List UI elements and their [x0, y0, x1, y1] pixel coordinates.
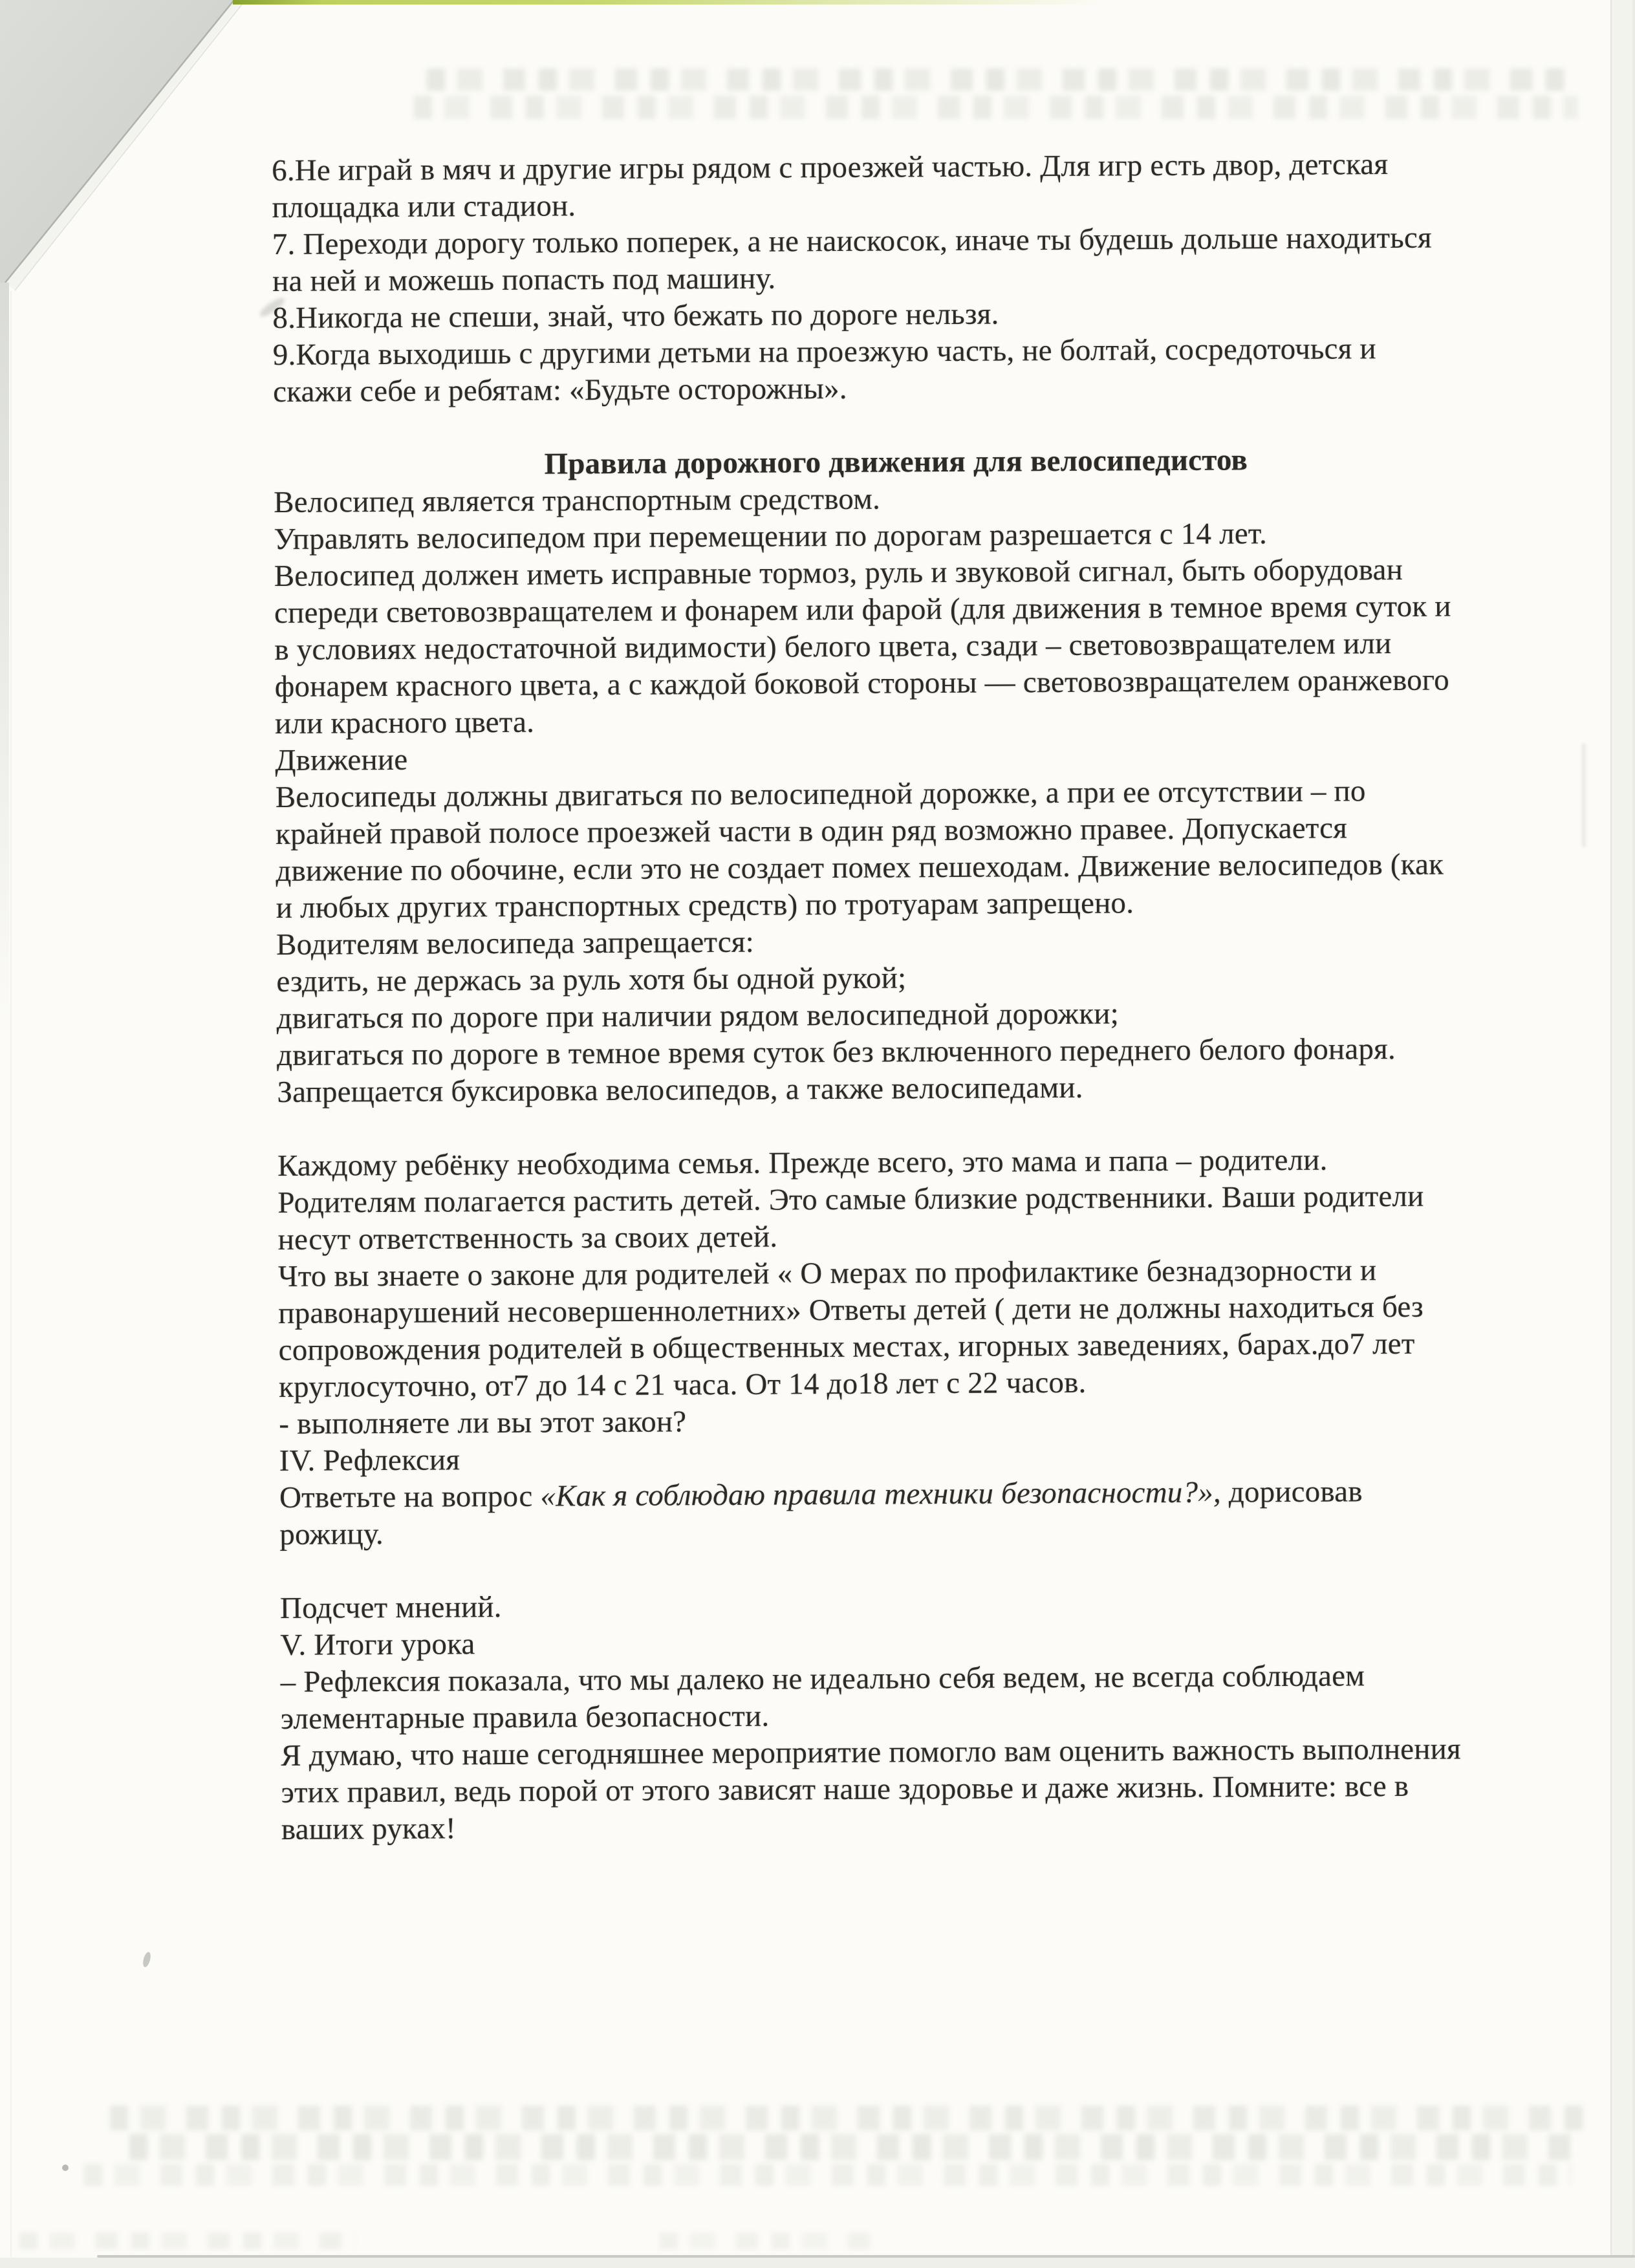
reflection-question-italic: «Как я соблюдаю правила техники безопасности?»,	[540, 1475, 1221, 1513]
text-line: рожицу.	[279, 1517, 384, 1551]
text-line: ездить, не держась за руль хотя бы одной рукой;	[276, 961, 907, 999]
text-line: – Рефлексия показала, что мы далеко не идеально себя ведем, не всегда соблюдаем	[280, 1659, 1365, 1699]
reflection-question-suffix: дорисовав	[1220, 1474, 1363, 1509]
text-line: Родителям полагается растить детей. Это самые близкие родственники. Ваши родители	[277, 1179, 1424, 1220]
text-line: - выполняете ли вы этот закон?	[279, 1405, 687, 1441]
reflection-question-line	[279, 1473, 1524, 1517]
right-page-edge-line	[1610, 0, 1612, 2268]
text-line: Я думаю, что наше сегодняшнее мероприятие помогло вам оценить важность выполнения	[281, 1732, 1461, 1773]
text-line: круглосуточно, от7 до 14 с 21 часа. От 14 до18 лет с 22 часов.	[278, 1365, 1087, 1404]
reflection-question-prefix: Ответьте на вопрос	[279, 1479, 541, 1515]
ink-speck	[142, 1951, 152, 1968]
document-text-block	[272, 146, 1526, 1848]
text-line: элементарные правила безопасности.	[280, 1699, 770, 1736]
text-line: и любых других транспортных средств) по тротуарам запрещено.	[276, 886, 1134, 925]
text-line: IV. Рефлексия	[279, 1443, 460, 1478]
bottom-scan-band	[0, 2258, 1635, 2268]
text-line: несут ответственность за своих детей.	[277, 1220, 778, 1257]
bleed-through-band	[427, 69, 1565, 91]
text-line: Велосипеды должны двигаться по велосипедной дорожке, а при ее отсутствии – по	[275, 774, 1366, 814]
bleed-through-band	[84, 2164, 1572, 2186]
text-line: на ней и можешь попасть под машину.	[272, 261, 776, 298]
text-line: Управлять велосипедом при перемещении по дорогам разрешается с 14 лет.	[274, 517, 1268, 556]
text-line: ваших руках!	[281, 1811, 457, 1846]
text-line: сопровождения родителей в общественных местах, игорных заведениях, барах.до7 лет	[278, 1326, 1415, 1367]
text-line: двигаться по дороге в темное время суток без включенного переднего белого фонаря.	[276, 1032, 1396, 1072]
text-line: Велосипед является транспортным средством.	[273, 482, 881, 519]
text-line: правонарушений несовершеннолетних» Ответы детей ( дети не должны находиться без	[278, 1290, 1424, 1330]
text-line: Запрещается буксировка велосипедов, а также велосипедами.	[277, 1070, 1083, 1109]
text-line: Подсчет мнений.	[279, 1590, 502, 1625]
text-line: Велосипед должен иметь исправные тормоз, руль и звуковой сигнал, быть оборудован	[274, 552, 1403, 593]
text-line: 7. Переходи дорогу только поперек, а не наискосок, иначе ты будешь дольше находиться	[272, 221, 1432, 261]
text-line: 6.Не играй в мяч и другие игры рядом с проезжей частью. Для игр есть двор, детская	[272, 147, 1389, 188]
text-line: 9.Когда выходишь с другими детьми на проезжую часть, не болтай, сосредоточься и	[272, 332, 1376, 372]
paper-crease	[1582, 744, 1586, 847]
left-page-edge-line	[10, 291, 12, 2257]
bleed-through-band	[414, 96, 1578, 119]
text-line: Движение	[275, 742, 408, 777]
bleed-through-band	[129, 2134, 1572, 2160]
text-line: Каждому ребёнку необходима семья. Прежде всего, это мама и папа – родители.	[277, 1143, 1328, 1183]
text-line: двигаться по дороге при наличии рядом велосипедной дорожки;	[276, 997, 1120, 1035]
text-line: Что вы знаете о законе для родителей « О мерах по профилактике безнадзорности и	[277, 1253, 1377, 1293]
text-line: движение по обочине, если это не создает помех пешеходам. Движение велосипедов (как	[276, 847, 1444, 888]
text-line: скажи себе и ребятам: «Будьте осторожны».	[272, 371, 847, 409]
text-line: площадка или стадион.	[272, 189, 576, 224]
bleed-through-band	[660, 2232, 873, 2249]
folded-corner-artifact	[0, 0, 310, 310]
text-line: в условиях недостаточной видимости) белого цвета, сзади – световозвращателем или	[274, 627, 1392, 667]
text-line: фонарем красного цвета, а с каждой боковой стороны — световозвращателем оранжевого	[274, 663, 1450, 704]
text-line: Водителям велосипеда запрещается:	[276, 925, 755, 962]
bleed-through-band	[110, 2106, 1591, 2130]
text-line: или красного цвета.	[274, 705, 535, 740]
text-line: спереди световозвращателем и фонарем или фарой (для движения в темное время суток и	[274, 589, 1451, 630]
right-page-edge-shadow	[1612, 0, 1635, 2268]
scanner-top-strip	[233, 0, 1138, 5]
bleed-through-band	[19, 2232, 356, 2249]
text-line: 8.Никогда не спеши, знай, что бежать по дороге нельзя.	[272, 297, 999, 335]
text-line: крайней правой полосе проезжей части в один ряд возможно правее. Допускается	[275, 811, 1348, 851]
left-page-edge-shadow	[0, 283, 9, 1039]
text-line: V. Итоги урока	[280, 1627, 475, 1662]
ink-speck	[62, 2165, 69, 2171]
text-line: этих правил, ведь порой от этого зависят наше здоровье и даже жизнь. Помните: все в	[281, 1769, 1409, 1809]
right-page-outer-edge	[1632, 0, 1635, 2268]
section-heading: Правила дорожного движения для велосипедистов	[544, 443, 1248, 481]
